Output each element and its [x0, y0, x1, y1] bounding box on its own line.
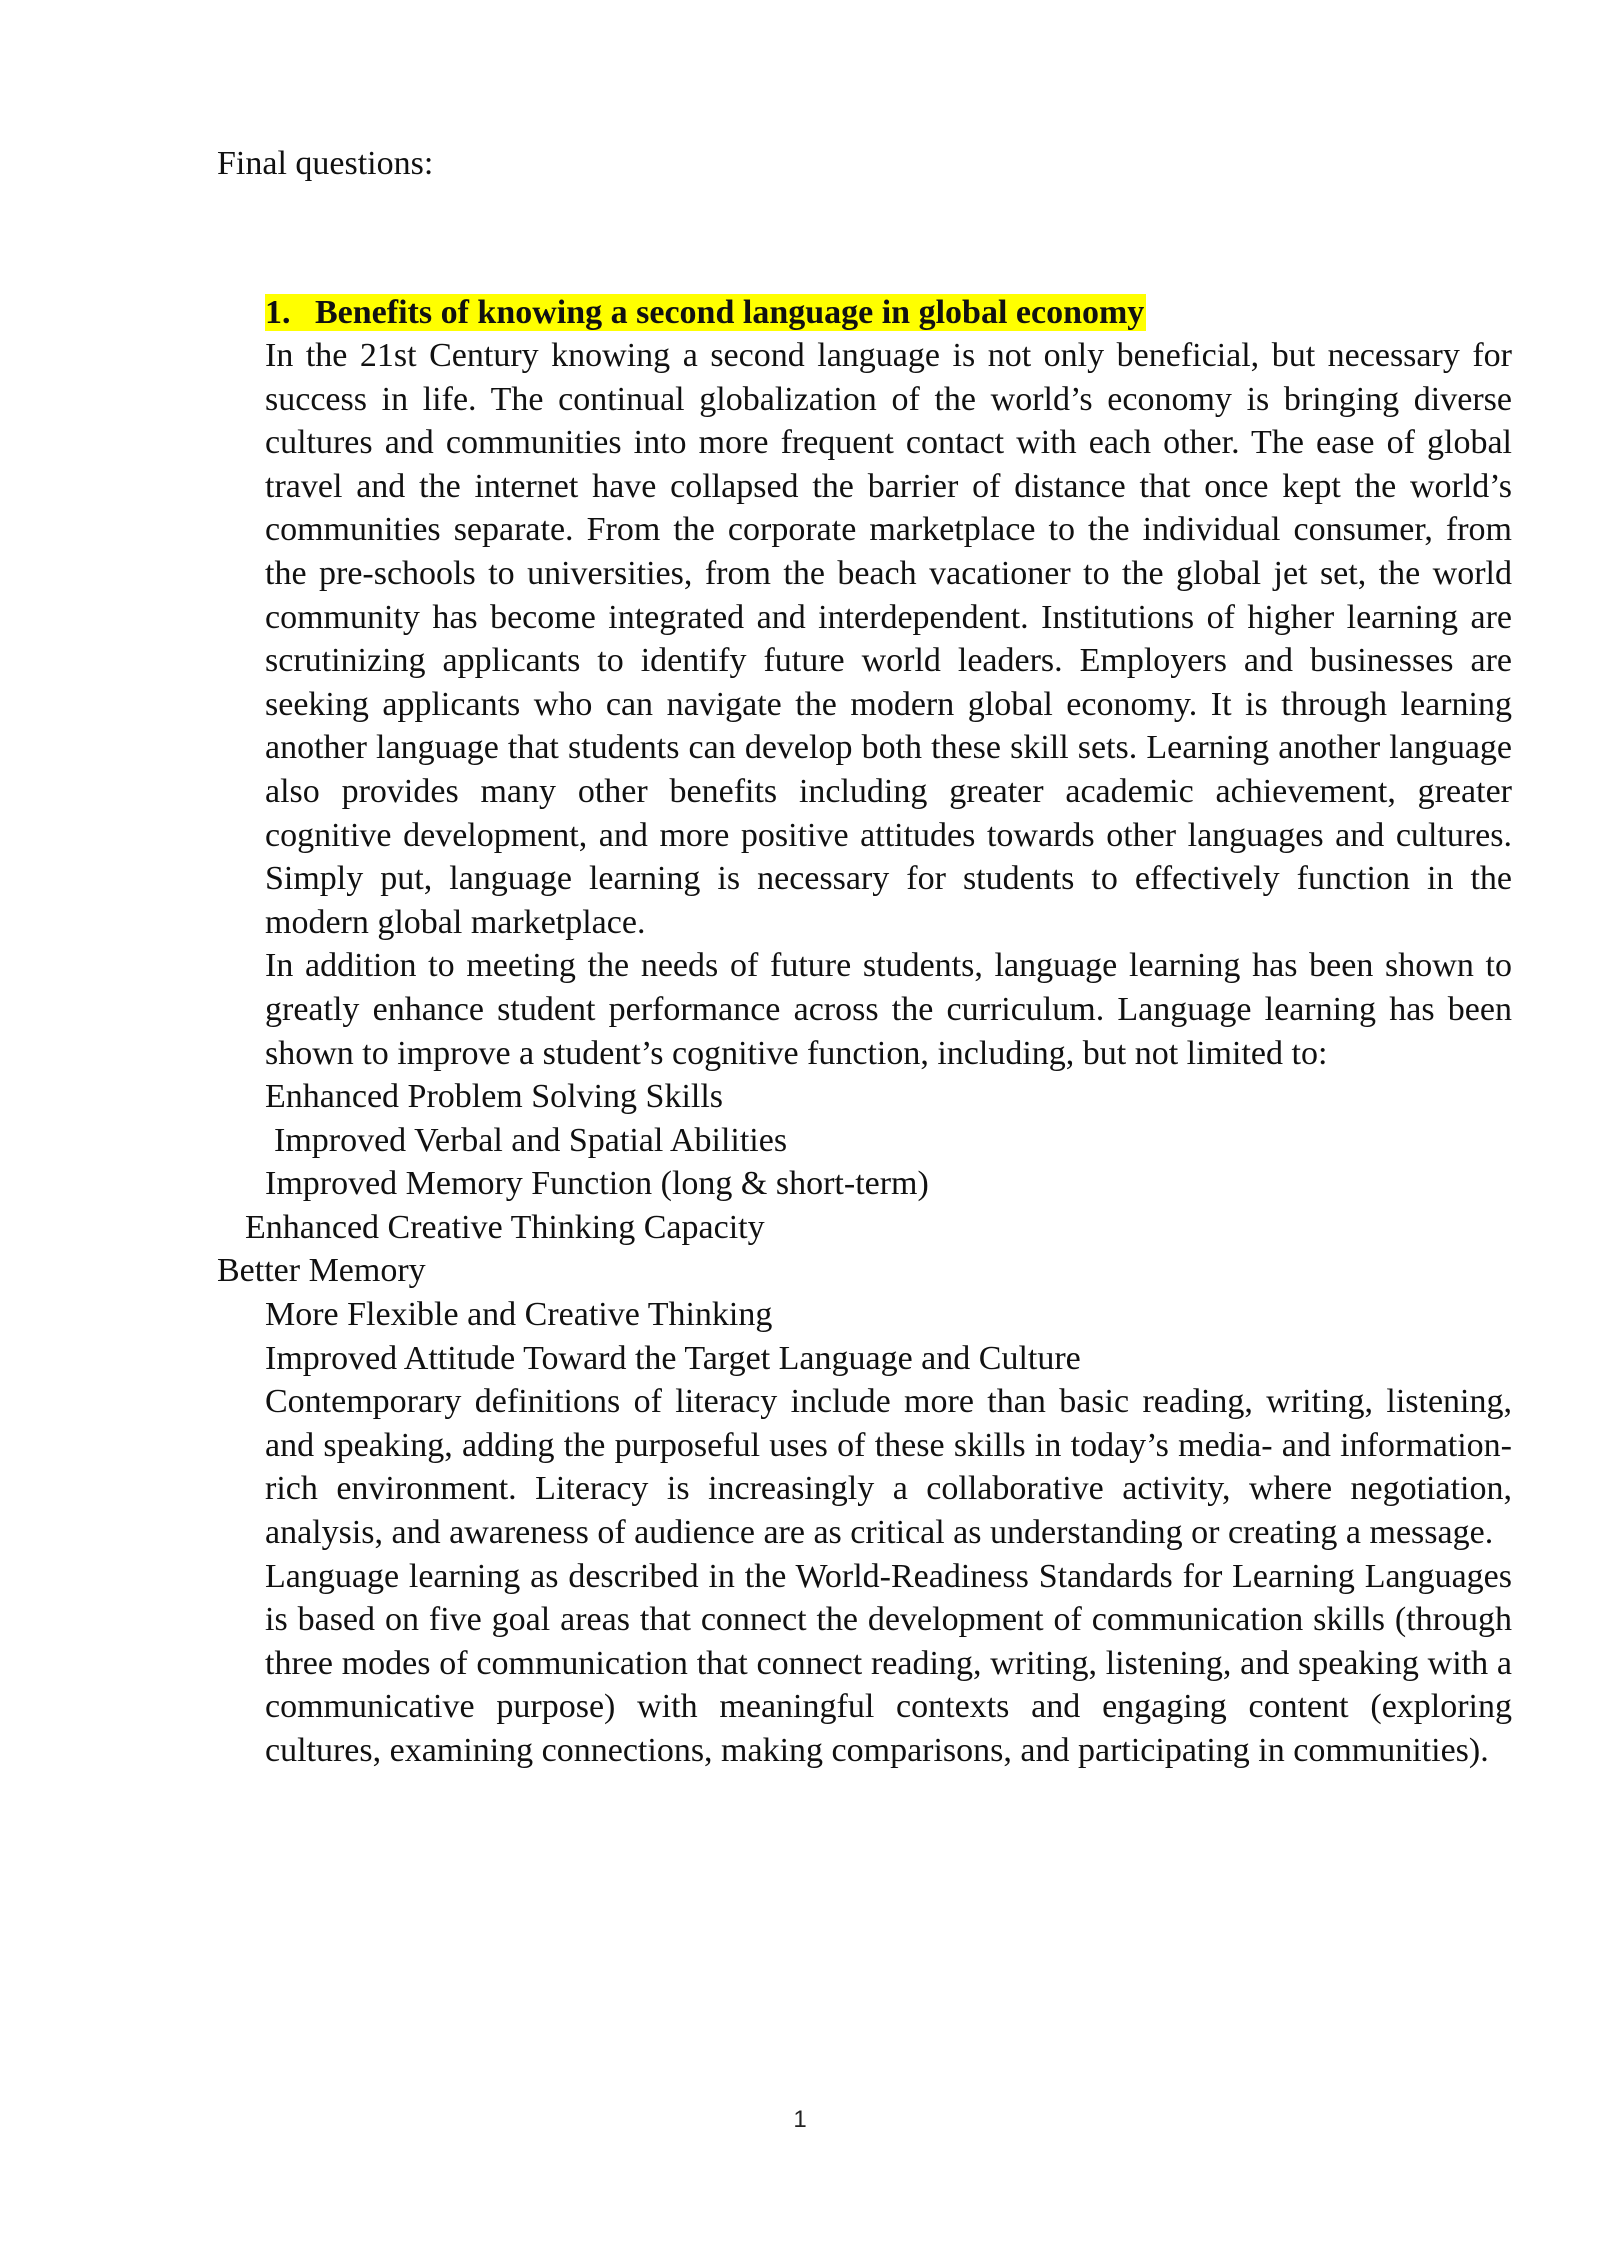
page-number: 1	[793, 2106, 807, 2133]
list-item-flexible-thinking: More Flexible and Creative Thinking	[265, 1296, 773, 1334]
list-item-problem-solving: Enhanced Problem Solving Skills	[265, 1078, 724, 1116]
section-title: Benefits of knowing a second language in global economy	[315, 294, 1145, 331]
section-heading	[265, 291, 1512, 334]
section-number: 1.	[265, 294, 291, 331]
paragraph-literacy: Contemporary definitions of literacy include more than basic reading, writing, listening, and speaking, adding the purposeful uses of these skills in today’s media- and information-rich environment. Literacy is increasingly a collaborative activity, where negotiation, analysis, and awareness of audience are as critical as understanding or creating a message.	[265, 1383, 1512, 1552]
list-item-attitude: Improved Attitude Toward the Target Language and Culture	[265, 1339, 1081, 1377]
paragraph-globalization: In the 21st Century knowing a second language is not only beneficial, but necessary for success in life. The continual globalization of the world’s economy is bringing diverse cultures and communities into more frequent contact with each other. The ease of global travel and the internet have collapsed the barrier of distance that once kept the world’s communities separate. From the corporate marketplace to the individual consumer, from the pre-schools to universities, from the beach vacationer to the global jet set, the world community has become integrated and interdependent. Institutions of higher learning are scrutinizing applicants to identify future world leaders. Employers and businesses are seeking applicants who can navigate the modern global economy. It is through learning another language that students can develop both these skill sets. Learning another language also provides many other benefits including greater academic achievement, greater cognitive development, and more positive attitudes towards other languages and cultures. Simply put, language learning is necessary for students to effectively function in the modern global marketplace.	[265, 337, 1512, 941]
list-item-better-memory: Better Memory	[217, 1252, 426, 1290]
intro-label: Final questions:	[217, 145, 434, 182]
list-item-verbal-spatial: Improved Verbal and Spatial Abilities	[274, 1121, 788, 1159]
heading-highlight	[265, 294, 1146, 331]
list-item-memory-function: Improved Memory Function (long & short-term)	[265, 1165, 929, 1203]
paragraph-standards: Language learning as described in the World-Readiness Standards for Learning Languages is based on five goal areas that connect the development of communication skills (through three modes of communication that connect reading, writing, listening, and speaking with a communicative purpose) with meaningful contexts and engaging content (exploring cultures, examining connections, making comparisons, and participating in communities).	[265, 1557, 1512, 1769]
section-benefits	[217, 291, 1512, 1773]
paragraph-performance: In addition to meeting the needs of future students, language learning has been shown to greatly enhance student performance across the curriculum. Language learning has been shown to improve a student’s cognitive function, including, but not limited to:	[265, 947, 1512, 1072]
list-item-creative-capacity: Enhanced Creative Thinking Capacity	[245, 1208, 765, 1246]
